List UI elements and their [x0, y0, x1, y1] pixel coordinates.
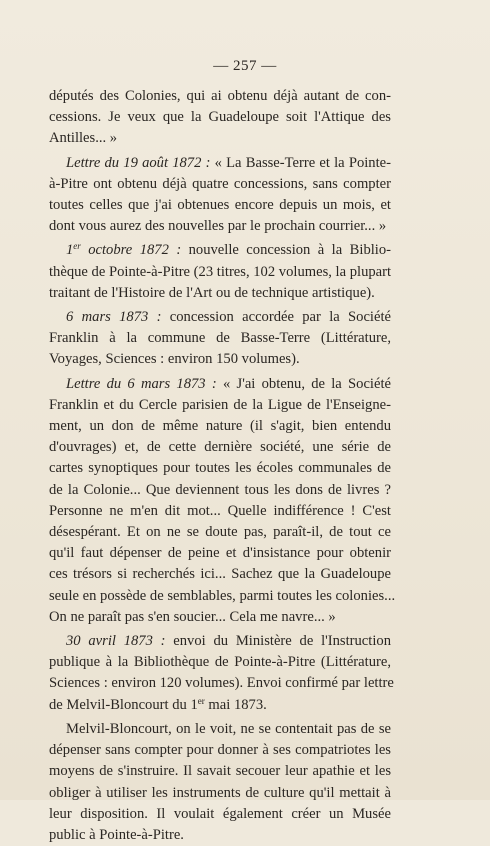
text-line: moyens de s'instruire. Il savait secouer leur apathie et les — [49, 763, 391, 780]
text-line: seule en possède de semblables, parmi toutes les colonies... — [49, 587, 396, 604]
body-text — [49, 86, 396, 846]
text-line: Voyages, Sciences : environ 150 volumes). — [49, 351, 300, 368]
text-line: Sciences : environ 120 volumes). Envoi confirmé par lettre — [49, 675, 394, 692]
paragraph-30-avril-1873 — [49, 631, 394, 716]
text-line: leur disposition. Il voulait également créer un Musée — [49, 805, 391, 822]
entry-date-lead: 1er octobre 1872 : — [66, 241, 182, 259]
text-line: 1er octobre 1872 : nouvelle concession à la Biblio- — [66, 241, 392, 259]
text-line: 30 avril 1873 : envoi du Ministère de l'Instruction — [66, 633, 391, 650]
paragraph-melvil-bloncourt — [49, 719, 391, 846]
paragraph-lettre-6-mars-1873 — [49, 374, 396, 628]
paragraph-continuation — [49, 86, 391, 150]
text-line: Lettre du 19 août 1872 : « La Basse-Terre et la Pointe- — [66, 154, 392, 171]
text-line: publique à la Bibliothèque de Pointe-à-Pitre (Littérature, — [49, 654, 391, 671]
text-line: désespérant. Et on ne se doute pas, paraît-il, de tout ce — [49, 524, 391, 541]
text-line: traitant de l'Histoire de l'Art ou de technique artistique). — [49, 284, 375, 301]
entry-date-lead: Lettre du 19 août 1872 : — [66, 154, 211, 171]
paragraph-1er-octobre-1872 — [49, 240, 391, 304]
paragraph-6-mars-1873 — [49, 307, 391, 371]
text-line: ment, un don de même nature (il s'agit, bien entendu — [49, 418, 391, 435]
text-line: Personne ne m'en dit mot... Quelle indifférence ! C'est — [49, 502, 391, 519]
text-line: Franklin et du Cercle parisien de la Ligue de l'Enseigne- — [49, 396, 391, 413]
text-line: de la Colonie... Que deviennent tous les dons de livres ? — [49, 481, 391, 498]
text-line: dépenser sans compter pour donner à ses compatriotes les — [49, 742, 391, 759]
text-line: Franklin à la commune de Basse-Terre (Littérature, — [49, 330, 391, 347]
paragraph-lettre-19-aout-1872 — [49, 153, 391, 238]
text-line: Melvil-Bloncourt, on le voit, ne se contentait pas de se — [66, 720, 391, 737]
text-line: de Melvil-Bloncourt du 1er mai 1873. — [49, 695, 267, 713]
text-line: On ne paraît pas s'en soucier... Cela me navre... » — [49, 608, 336, 625]
text-line: cartes synoptiques pour toutes les écoles communales de — [49, 460, 391, 477]
text-line: qu'il faut dépenser de peine et d'insistance pour obtenir — [49, 545, 391, 562]
page-number: — 257 — — [213, 58, 277, 74]
text-line: obliger à utiliser les instruments de culture qu'il mettait à — [49, 784, 391, 801]
text-line: cessions. Je veux que la Guadeloupe soit l'Attique des — [49, 109, 391, 126]
text-line: thèque de Pointe-à-Pitre (23 titres, 102 volumes, la plupart — [49, 263, 392, 280]
text-line: d'ouvrages) et, de cette dernière société, une série de — [49, 439, 391, 456]
entry-date-lead: 30 avril 1873 : — [66, 633, 166, 650]
text-line: ces trésors si recherchés ici... Sachez que la Guadeloupe — [49, 566, 391, 583]
text-line: députés des Colonies, qui ai obtenu déjà autant de con- — [49, 88, 391, 104]
entry-date-lead: Lettre du 6 mars 1873 : — [66, 375, 217, 392]
text-line: public à Pointe-à-Pitre. — [49, 826, 184, 843]
text-line: dont vous aurez des nouvelles par le prochain courrier... » — [49, 218, 387, 235]
text-line: Lettre du 6 mars 1873 : « J'ai obtenu, de la Société — [66, 375, 391, 392]
text-line: à-Pitre ont obtenu déjà quatre concessions, sans compter — [49, 175, 391, 192]
text-line: toutes celles que j'ai obtenues encore depuis un mois, et — [49, 197, 391, 214]
text-line: 6 mars 1873 : concession accordée par la Société — [66, 309, 391, 326]
text-line: Antilles... » — [49, 130, 118, 147]
entry-date-lead: 6 mars 1873 : — [66, 309, 162, 326]
